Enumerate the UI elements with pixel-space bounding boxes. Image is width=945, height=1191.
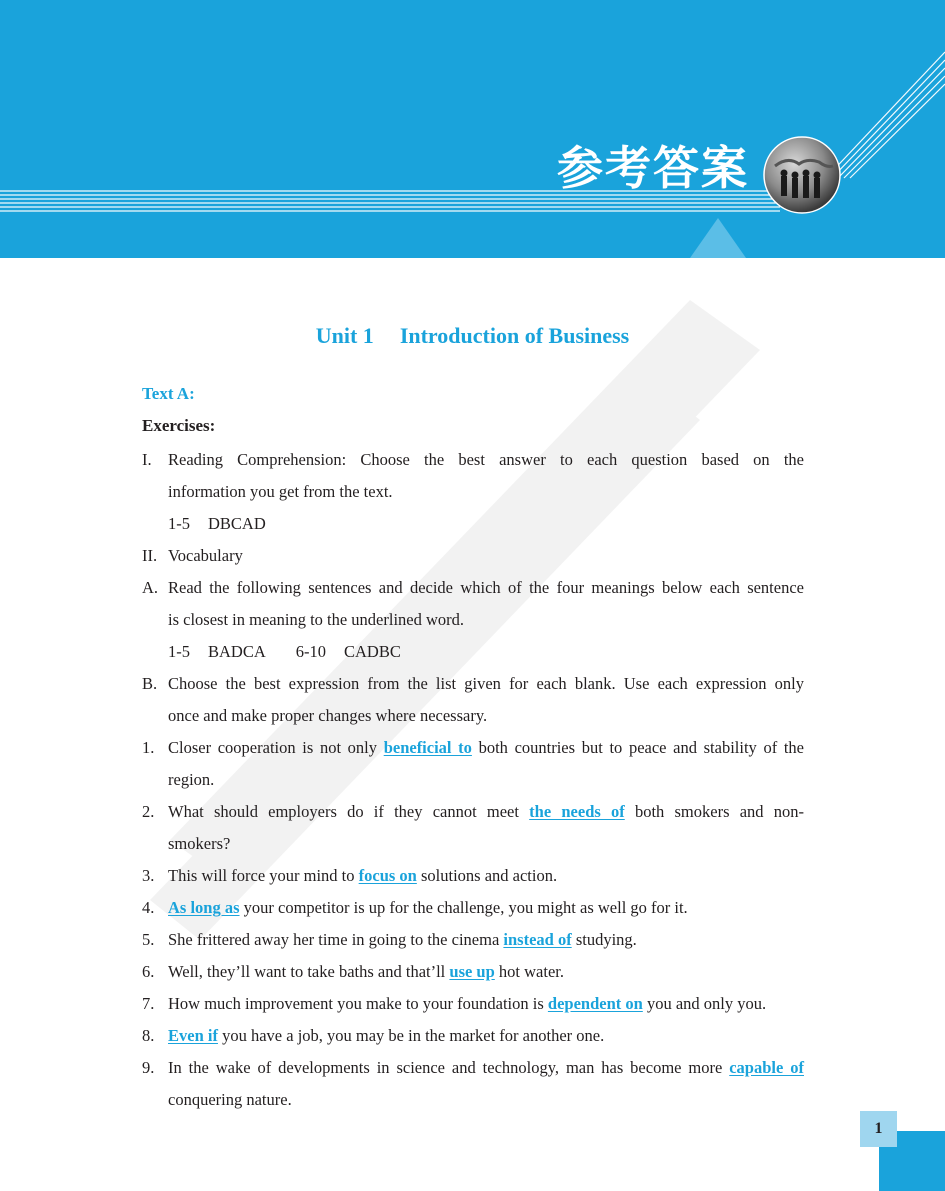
sentence-text: Well, they’ll want to take baths and that’ll use up hot water. — [168, 962, 564, 981]
sentence-number: 5. — [142, 930, 155, 949]
sentence-number: 4. — [142, 898, 155, 917]
sentence-item — [142, 961, 804, 993]
answer-blank: As long as — [168, 898, 240, 917]
partB-marker: B. — [142, 674, 158, 693]
part1-instruction-cont: information you get from the text. — [168, 482, 393, 501]
sentence-number: 1. — [142, 738, 155, 757]
part1-line1 — [142, 449, 804, 481]
page-heading: 参考答案 — [557, 141, 749, 195]
header-tab-notch — [690, 218, 760, 258]
part2-marker: II. — [142, 546, 158, 565]
part2-label: Vocabulary — [168, 546, 243, 565]
header-stripes — [0, 0, 945, 258]
answer-blank: beneficial to — [383, 738, 472, 757]
answer-key: BADCA — [208, 642, 266, 661]
part1-line2 — [142, 481, 804, 513]
sentence-text: This will force your mind to focus on solutions and action. — [168, 866, 558, 885]
partB-instruction-cont: once and make proper changes where necessary. — [168, 706, 488, 725]
sentence-text: How much improvement you make to your foundation is dependent on you and only you. — [168, 994, 767, 1013]
answer-range: 1-5 — [168, 514, 190, 533]
answer-blank: focus on — [358, 866, 417, 885]
sentence-number: 7. — [142, 994, 155, 1013]
partB-line2 — [142, 705, 804, 737]
exercises-label: Exercises: — [142, 416, 216, 435]
answer-blank: the needs of — [529, 802, 625, 821]
sentence-item — [142, 1057, 804, 1089]
sentence-item — [142, 737, 804, 769]
answer-blank: use up — [449, 962, 495, 981]
sentence-continuation: smokers? — [168, 834, 231, 853]
partB-instruction: Choose the best expression from the list given for each blank. Use each expression only — [168, 674, 804, 693]
page-number: 1 — [860, 1111, 897, 1147]
sentence-text: In the wake of developments in science and technology, man has become more capable of — [168, 1058, 804, 1077]
sentence-number: 9. — [142, 1058, 155, 1077]
partA-line1 — [142, 577, 804, 609]
sentence-number: 6. — [142, 962, 155, 981]
unit-number: Unit 1 — [315, 323, 374, 348]
part1-marker: I. — [142, 450, 152, 469]
sentence-item — [142, 801, 804, 833]
answer-range: 6-10 — [295, 642, 327, 661]
sentence-text: Closer cooperation is not only beneficial to both countries but to peace and stability of the — [168, 738, 805, 757]
partA-instruction: Read the following sentences and decide which of the four meanings below each sentence — [168, 578, 804, 597]
sentence-continuation: region. — [168, 770, 215, 789]
partB-line1 — [142, 673, 804, 705]
answer-blank: instead of — [503, 930, 572, 949]
partA-instruction-cont: is closest in meaning to the underlined word. — [168, 610, 465, 629]
sentence-continuation: conquering nature. — [168, 1090, 292, 1109]
sentence-text: As long as your competitor is up for the challenge, you might as well go for it. — [168, 898, 688, 917]
sentence-text: What should employers do if they cannot meet the needs of both smokers and non- — [168, 802, 804, 821]
exercise-content — [142, 449, 804, 1121]
part2-line — [142, 545, 804, 577]
part1-instruction: Reading Comprehension: Choose the best answer to each question based on the — [168, 450, 804, 469]
sentence-item — [142, 1025, 804, 1057]
answer-range: 1-5 — [168, 642, 190, 661]
sentence-number: 3. — [142, 866, 155, 885]
section-label: Text A: — [142, 384, 195, 403]
sentence-text: She frittered away her time in going to the cinema instead of studying. — [168, 930, 637, 949]
sentence-number: 2. — [142, 802, 155, 821]
answer-blank: Even if — [168, 1026, 218, 1045]
sentence-item — [142, 993, 804, 1025]
globe-business-icon — [763, 136, 841, 214]
sentence-item — [142, 929, 804, 961]
partA-line2 — [142, 609, 804, 641]
header-band — [0, 0, 945, 258]
unit-title — [0, 323, 945, 349]
sentence-text: Even if you have a job, you may be in the market for another one. — [168, 1026, 605, 1045]
answer-blank: dependent on — [547, 994, 643, 1013]
sentence-item — [142, 865, 804, 897]
answer-key: CADBC — [344, 642, 401, 661]
sentence-number: 8. — [142, 1026, 155, 1045]
partA-marker: A. — [142, 578, 159, 597]
part1-answers — [142, 513, 804, 545]
unit-name: Introduction of Business — [399, 323, 630, 348]
answer-key: DBCAD — [208, 514, 266, 533]
answer-blank: capable of — [729, 1058, 804, 1077]
sentence-item — [142, 897, 804, 929]
partA-answers — [142, 641, 804, 673]
